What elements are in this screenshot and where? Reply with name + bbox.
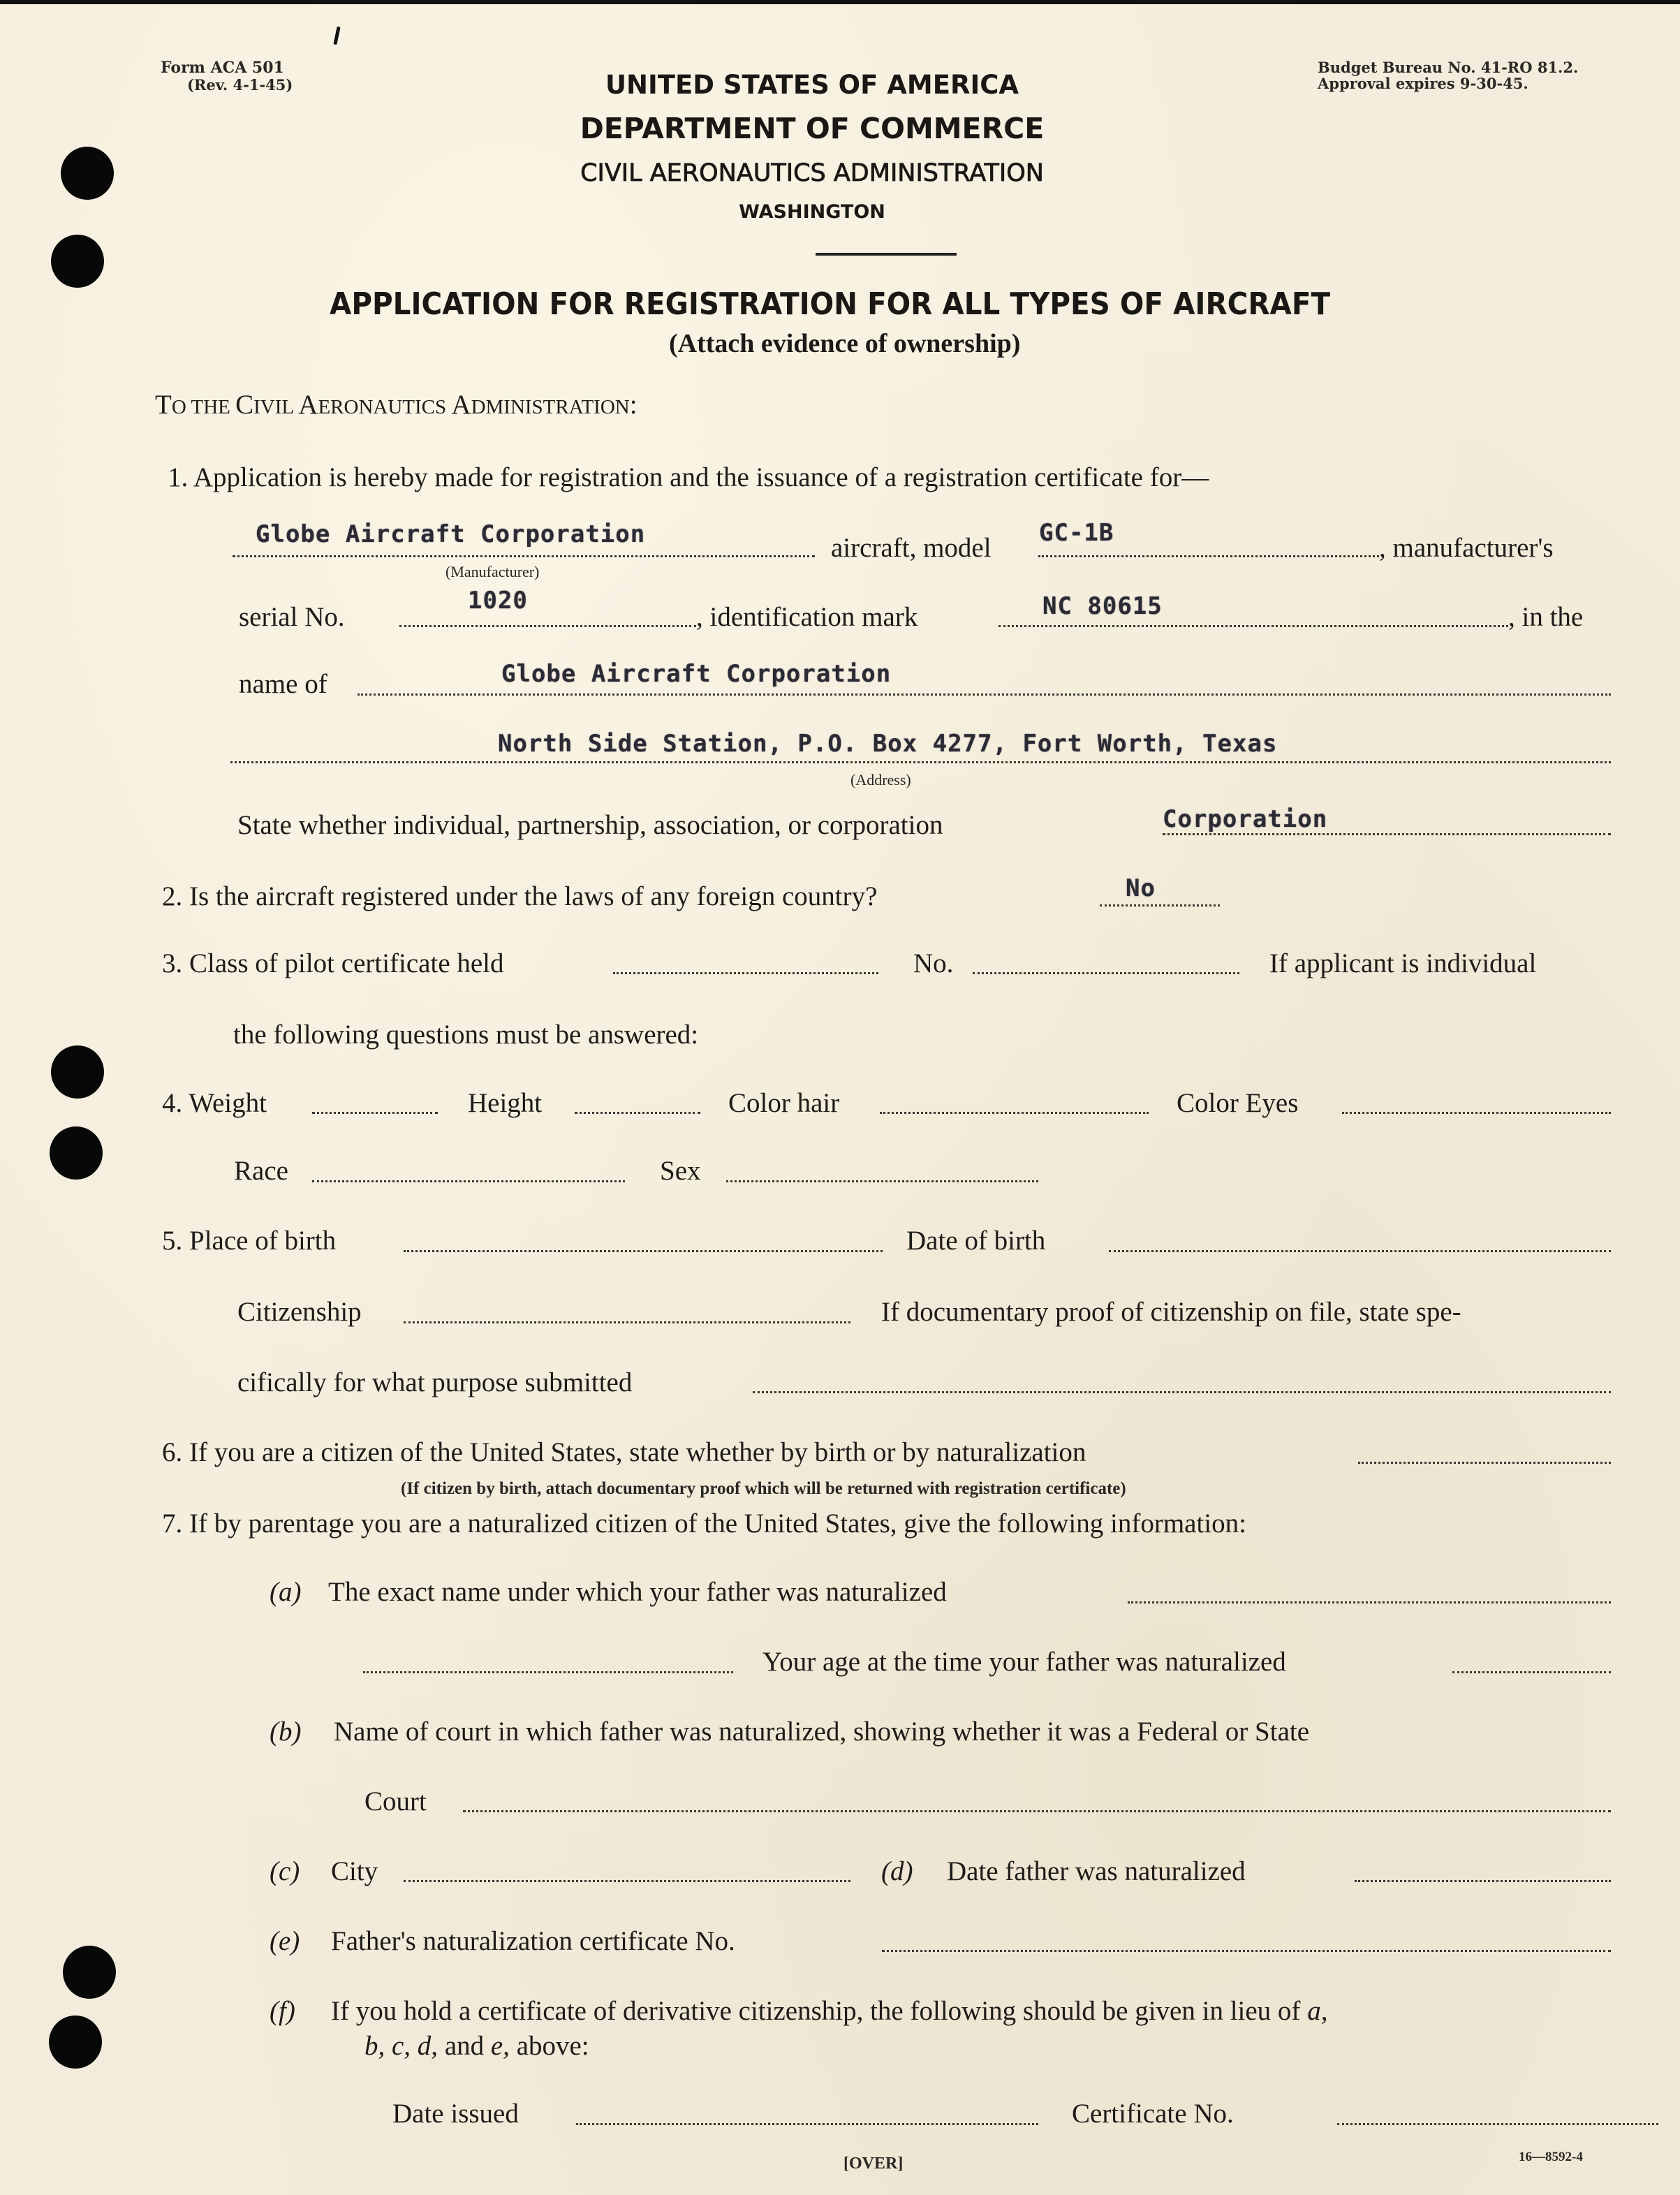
citizenship-type-field[interactable]: [1358, 1462, 1611, 1464]
punch-hole: [49, 2016, 102, 2069]
form-title: APPLICATION FOR REGISTRATION FOR ALL TYPES OF AIRCRAFT: [330, 286, 1331, 322]
q3-individual-note: If applicant is individual: [1269, 948, 1537, 978]
eyes-label: Color Eyes: [1177, 1088, 1299, 1118]
weight-field[interactable]: [312, 1112, 438, 1114]
hair-color-field[interactable]: [880, 1112, 1149, 1114]
identification-field[interactable]: [999, 625, 1508, 627]
citizenship-field[interactable]: [404, 1321, 850, 1323]
father-name-continuation-field[interactable]: [363, 1671, 733, 1673]
father-name-field[interactable]: [1128, 1601, 1611, 1603]
date-naturalized-field[interactable]: [1355, 1880, 1611, 1882]
punch-hole: [50, 1126, 103, 1180]
name-of-label: name of: [239, 669, 327, 699]
identification-label: , identification mark: [696, 602, 918, 632]
entity-type-label: State whether individual, partnership, association, or corporation: [237, 810, 943, 840]
form-number: Form ACA 501: [161, 59, 284, 77]
serial-label: serial No.: [239, 602, 345, 632]
header-administration: CIVIL AERONAUTICS ADMINISTRATION: [580, 159, 1044, 187]
owner-name-value: Globe Aircraft Corporation: [501, 660, 892, 688]
foreign-registration-value: No: [1126, 874, 1156, 902]
date-of-birth-label: Date of birth: [906, 1226, 1046, 1256]
race-label: Race: [234, 1156, 288, 1186]
weight-label: 4. Weight: [162, 1088, 267, 1118]
manufacturers-label: , manufacturer's: [1379, 533, 1554, 563]
manufacturer-value: Globe Aircraft Corporation: [256, 520, 646, 548]
address-caption: (Address): [850, 771, 911, 788]
model-field[interactable]: [1038, 555, 1379, 557]
entity-type-field[interactable]: [1163, 833, 1611, 835]
q7b-letter: (b): [270, 1717, 302, 1747]
manufacturer-field[interactable]: [233, 555, 815, 557]
header-divider: [816, 253, 957, 256]
budget-bureau-number: Budget Bureau No. 41-RO 81.2.: [1318, 59, 1579, 76]
sex-label: Sex: [660, 1156, 701, 1186]
q6-label: 6. If you are a citizen of the United States, state whether by birth or by naturalization: [162, 1437, 1086, 1467]
naturalization-cert-field[interactable]: [882, 1950, 1611, 1952]
hair-label: Color hair: [728, 1088, 840, 1118]
city-label: City: [331, 1856, 378, 1886]
identification-value: NC 80615: [1042, 592, 1163, 620]
print-code: 16—8592-4: [1519, 2150, 1583, 2164]
header-country: UNITED STATES OF AMERICA: [605, 70, 1019, 100]
q3-class-label: 3. Class of pilot certificate held: [162, 948, 504, 978]
form-subtitle: (Attach evidence of ownership): [669, 329, 1021, 358]
sex-field[interactable]: [726, 1180, 1038, 1182]
address-field[interactable]: [230, 761, 1611, 763]
form-revision: (Rev. 4-1-45): [187, 76, 293, 94]
cert-no-label: Certificate No.: [1072, 2099, 1234, 2129]
pilot-cert-number-field[interactable]: [973, 972, 1239, 974]
in-the-label: , in the: [1508, 602, 1584, 632]
address-value: North Side Station, P.O. Box 4277, Fort Worth, Texas: [498, 730, 1278, 758]
derivative-citizenship-continuation: b, c, d, and e, above:: [364, 2031, 589, 2061]
pilot-class-field[interactable]: [613, 972, 878, 974]
court-field[interactable]: [463, 1810, 1611, 1812]
q3-continuation: the following questions must be answered:: [233, 1020, 699, 1050]
purpose-label: cifically for what purpose submitted: [237, 1367, 633, 1397]
height-label: Height: [468, 1088, 543, 1118]
approval-expiry: Approval expires 9-30-45.: [1318, 75, 1528, 92]
q6-note: (If citizen by birth, attach documentary proof which will be returned with registration certificate): [401, 1479, 1126, 1498]
header-city: WASHINGTON: [739, 201, 885, 223]
salutation: TO THE CIVIL AERONAUTICS ADMINISTRATION:: [155, 390, 638, 420]
q7e-letter: (e): [270, 1926, 300, 1956]
height-field[interactable]: [575, 1112, 700, 1114]
q7-label: 7. If by parentage you are a naturalized citizen of the United States, give the following information:: [162, 1508, 1246, 1539]
serial-value: 1020: [468, 587, 528, 615]
proof-note: If documentary proof of citizenship on file, state spe-: [881, 1297, 1461, 1327]
race-field[interactable]: [312, 1180, 625, 1182]
punch-hole: [63, 1946, 116, 1999]
q3-no-label: No.: [913, 948, 954, 978]
eye-color-field[interactable]: [1342, 1112, 1611, 1114]
entity-type-value: Corporation: [1163, 805, 1328, 833]
header-department: DEPARTMENT OF COMMERCE: [580, 112, 1045, 145]
derivative-citizenship-label: If you hold a certificate of derivative citizenship, the following should be given in lieu of a,: [331, 1996, 1328, 2026]
date-issued-label: Date issued: [392, 2099, 519, 2129]
q7c-letter: (c): [270, 1856, 300, 1886]
foreign-registration-field[interactable]: [1100, 904, 1220, 906]
place-of-birth-label: 5. Place of birth: [162, 1226, 337, 1256]
model-value: GC-1B: [1039, 519, 1114, 547]
scan-edge: [0, 0, 1680, 4]
punch-hole: [51, 1045, 104, 1099]
date-naturalized-label: Date father was naturalized: [947, 1856, 1246, 1886]
serial-field[interactable]: [399, 625, 696, 627]
q7b-label: Name of court in which father was naturalized, showing whether it was a Federal or State: [334, 1717, 1310, 1747]
q7a-letter: (a): [270, 1577, 302, 1607]
manufacturer-caption: (Manufacturer): [445, 563, 540, 580]
q7d-letter: (d): [881, 1856, 913, 1886]
cert-no-field[interactable]: [1337, 2123, 1658, 2125]
city-field[interactable]: [404, 1880, 850, 1882]
q2-label: 2. Is the aircraft registered under the laws of any foreign country?: [162, 881, 878, 911]
court-label: Court: [364, 1786, 427, 1816]
date-of-birth-field[interactable]: [1109, 1250, 1611, 1252]
age-at-naturalization-field[interactable]: [1452, 1671, 1611, 1673]
over-note: [OVER]: [843, 2154, 904, 2173]
pen-mark: [333, 27, 340, 45]
citizenship-label: Citizenship: [237, 1297, 362, 1327]
purpose-field[interactable]: [753, 1391, 1611, 1393]
q7f-letter: (f): [270, 1996, 295, 2026]
punch-hole: [51, 235, 104, 288]
place-of-birth-field[interactable]: [404, 1250, 883, 1252]
q7a-label: The exact name under which your father was naturalized: [328, 1577, 947, 1607]
aircraft-model-label: aircraft, model: [831, 533, 992, 563]
date-issued-field[interactable]: [576, 2123, 1038, 2125]
age-at-naturalization-label: Your age at the time your father was naturalized: [762, 1647, 1286, 1677]
naturalization-cert-label: Father's naturalization certificate No.: [331, 1926, 735, 1956]
q1-intro: 1. Application is hereby made for registration and the issuance of a registration certificate for—: [168, 462, 1209, 492]
owner-name-field[interactable]: [358, 693, 1611, 696]
